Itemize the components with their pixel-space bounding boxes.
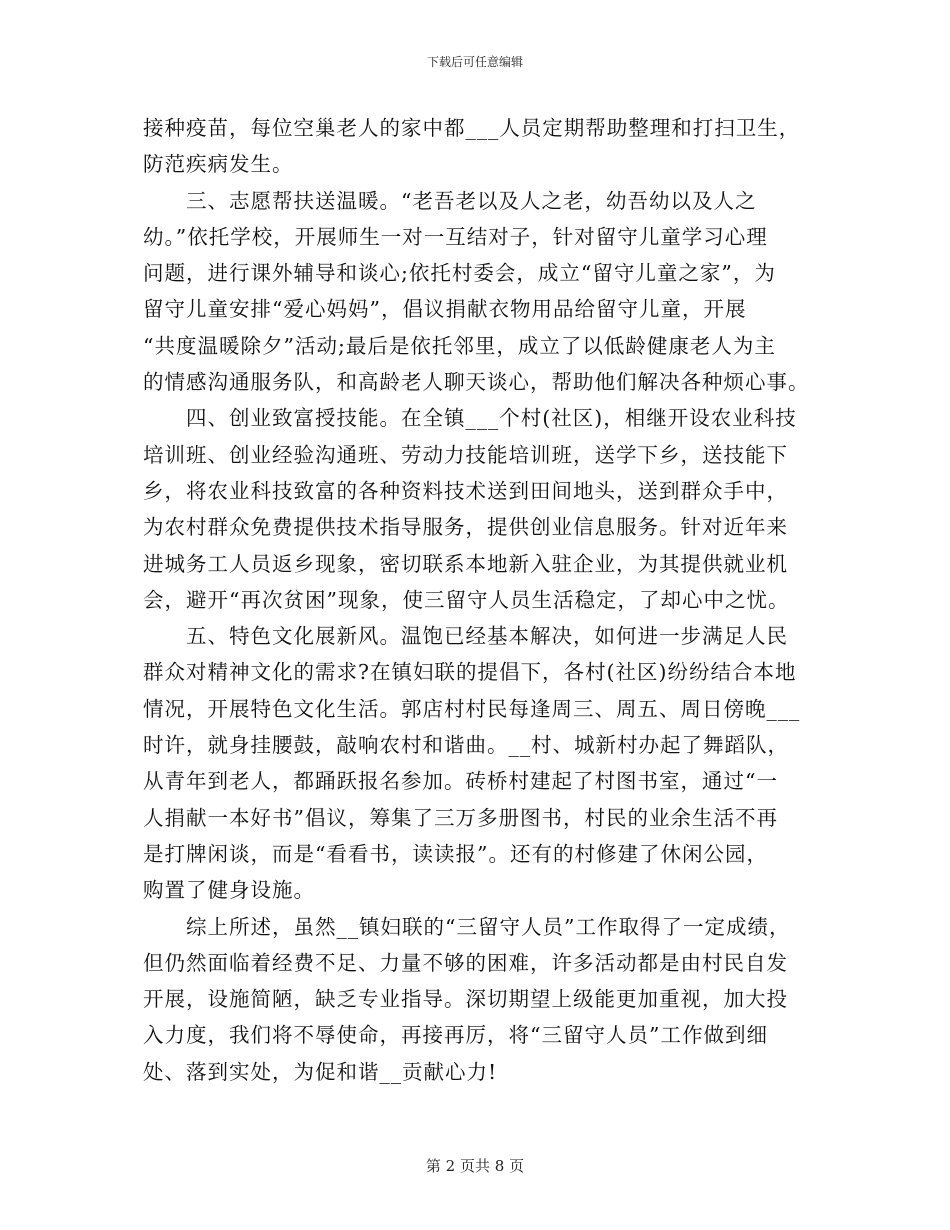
page-number: 第 2 页共 8 页 — [425, 1157, 525, 1175]
text-line: 处、落到实处，为促和谐__贡献心力! — [143, 1059, 498, 1084]
page-header: 下载后可任意编辑 — [426, 55, 523, 69]
text-line: 是打牌闲谈，而是“看看书，读读报”。还有的村修建了休闲公园， — [143, 841, 768, 866]
text-line: 培训班、创业经验沟通班、劳动力技能培训班，送学下乡，送技能下 — [143, 442, 788, 467]
text-line: 五、特色文化展新风。温饱已经基本解决，如何进一步满足人民 — [143, 624, 788, 649]
text-line: 的情感沟通服务队，和高龄老人聊天谈心，帮助他们解决各种烦心事。 — [143, 370, 810, 395]
text-line: 防范疾病发生。 — [143, 152, 294, 177]
text-line: 接种疫苗，每位空巢老人的家中都___人员定期帮助整理和打扫卫生， — [143, 116, 801, 140]
text-line: 开展，设施简陋，缺乏专业指导。深切期望上级能更加重视，加大投 — [143, 987, 788, 1012]
text-line: 为农村群众免费提供技术指导服务，提供创业信息服务。针对近年来 — [143, 515, 788, 540]
text-line: 留守儿童安排“爱心妈妈”，倡议捐献衣物用品给留守儿童，开展 — [143, 297, 747, 322]
text-line: 情况，开展特色文化生活。郭店村村民每逢周三、周五、周日傍晚___ — [143, 696, 801, 721]
text-line: “共度温暖除夕”活动;最后是依托邻里，成立了以低龄健康老人为主 — [143, 333, 776, 358]
text-line: 购置了健身设施。 — [143, 878, 315, 903]
text-line: 人捐献一本好书”倡议，筹集了三万多册图书，村民的业余生活不再 — [143, 805, 778, 830]
document-body — [143, 110, 813, 1090]
text-line: 会，避开“再次贫困”现象，使三留守人员生活稳定，了却心中之忧。 — [143, 587, 790, 612]
text-line: 幼。”依托学校，开展师生一对一互结对子，针对留守儿童学习心理 — [143, 224, 768, 249]
text-line: 三、志愿帮扶送温暖。“老吾老以及人之老，幼吾幼以及人之 — [143, 188, 757, 213]
text-line: 四、创业致富授技能。在全镇___个村(社区)，相继开设农业科技 — [143, 406, 797, 431]
text-line: 从青年到老人，都踊跃报名参加。砖桥村建起了村图书室，通过“一 — [143, 769, 778, 794]
text-line: 时许，就身挂腰鼓，敲响农村和谐曲。__村、城新村办起了舞蹈队， — [143, 733, 789, 758]
text-line: 入力度，我们将不辱使命，再接再厉，将“三留守人员”工作做到细 — [143, 1023, 768, 1048]
text-line: 乡，将农业科技致富的各种资料技术送到田间地头，送到群众手中， — [143, 478, 788, 503]
text-line: 但仍然面临着经费不足、力量不够的困难，许多活动都是由村民自发 — [143, 950, 788, 975]
text-line: 问题，进行课外辅导和谈心;依托村委会，成立“留守儿童之家”，为 — [143, 261, 776, 286]
text-line: 群众对精神文化的需求?在镇妇联的提倡下，各村(社区)纷纷结合本地 — [143, 660, 797, 685]
text-line: 进城务工人员返乡现象，密切联系本地新入驻企业，为其提供就业机 — [143, 551, 788, 576]
text-line: 综上所述，虽然__镇妇联的“三留守人员”工作取得了一定成绩， — [143, 914, 791, 939]
